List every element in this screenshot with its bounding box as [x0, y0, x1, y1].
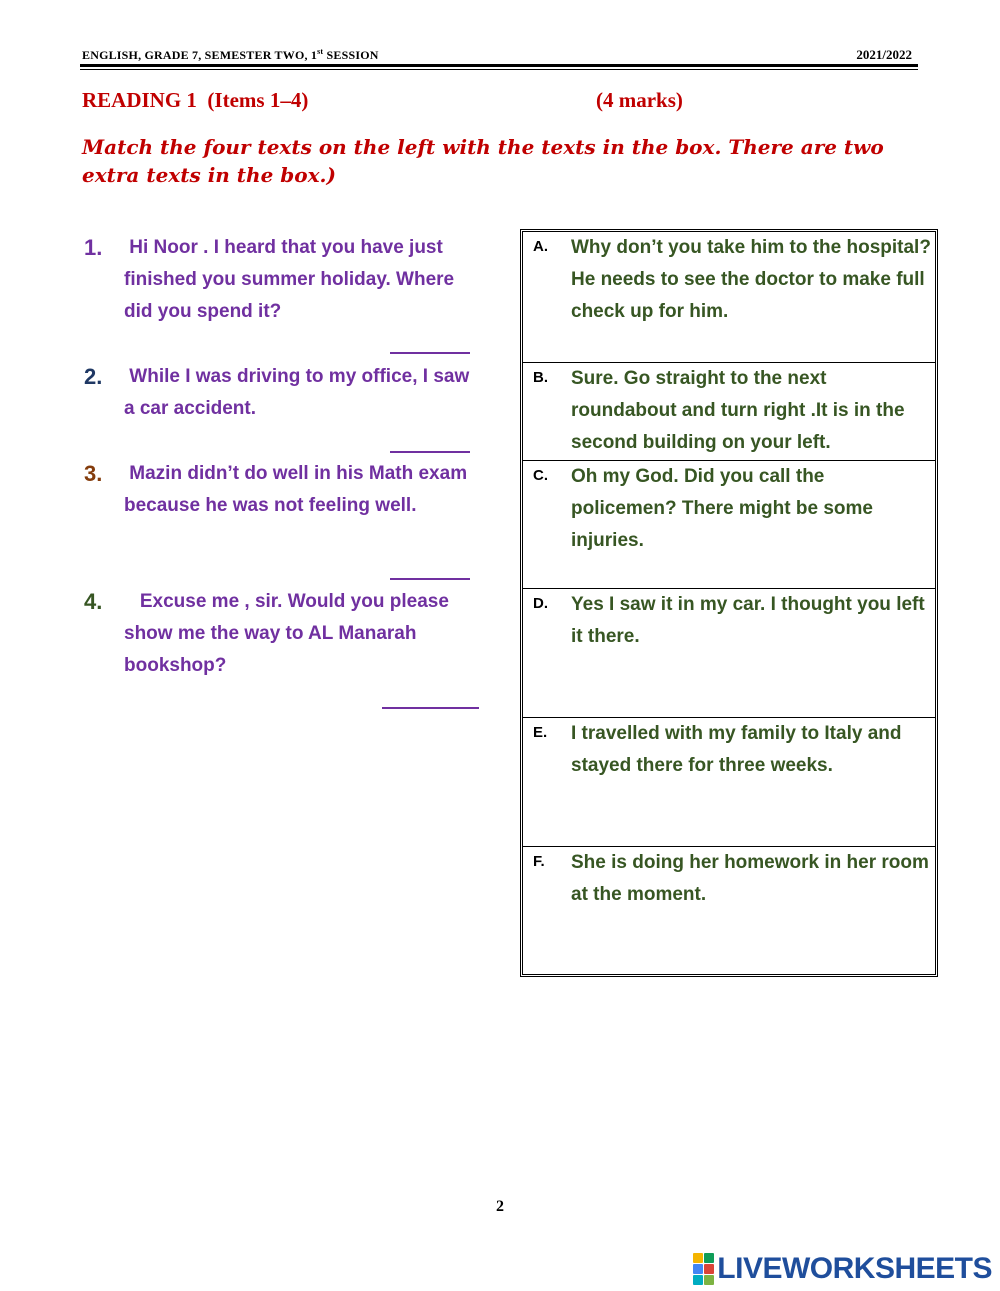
item-text-3: Mazin didn’t do well in his Math exam because he was not feeling well.: [124, 463, 473, 516]
option-letter: B.: [533, 369, 548, 386]
exam-header: ENGLISH, GRADE 7, SEMESTER TWO, 1st SESSION: [82, 47, 379, 62]
option-f: [523, 846, 935, 974]
option-text: I travelled with my family to Italy and stayed there for three weeks.: [571, 723, 902, 776]
header-rule-thin: [80, 69, 918, 70]
option-d: [523, 588, 935, 717]
option-text: She is doing her homework in her room at the moment.: [571, 852, 929, 905]
option-text: Yes I saw it in my car. I thought you left it there.: [571, 594, 925, 647]
item-text-4: Excuse me , sir. Would you please show me the way to AL Manarah bookshop?: [124, 591, 455, 676]
academic-year: 2021/2022: [856, 47, 912, 62]
option-letter: C.: [533, 467, 548, 484]
answer-blank-4[interactable]: [382, 707, 479, 709]
liveworksheets-logo: [693, 1252, 992, 1286]
option-text: Why don’t you take him to the hospital? He needs to see the doctor to make full check up for him.: [571, 237, 931, 322]
page-number: 2: [496, 1198, 504, 1215]
option-text: Sure. Go straight to the next roundabout and turn right .It is in the second building on your left.: [571, 368, 905, 453]
option-c: [523, 460, 935, 588]
section-marks: (4 marks): [596, 88, 683, 112]
section-title: READING 1 (Items 1–4): [82, 88, 309, 112]
option-b: [523, 362, 935, 460]
item-text-2: While I was driving to my office, I saw a car accident.: [124, 366, 475, 419]
logo-text: LIVEWORKSHEETS: [717, 1252, 992, 1285]
logo-icon: [693, 1253, 714, 1285]
option-letter: F.: [533, 853, 545, 870]
option-letter: D.: [533, 595, 548, 612]
item-number-3: 3.: [84, 461, 103, 486]
options-box: [522, 231, 936, 975]
answer-blank-2[interactable]: [390, 451, 470, 453]
answer-blank-1[interactable]: [390, 352, 470, 354]
answer-blank-3[interactable]: [390, 578, 470, 580]
option-letter: E.: [533, 724, 548, 741]
option-letter: A.: [533, 238, 548, 255]
item-number-2: 2.: [84, 364, 103, 389]
option-text: Oh my God. Did you call the policemen? There might be some injuries.: [571, 466, 873, 551]
item-number-1: 1.: [84, 235, 103, 260]
item-text-1: Hi Noor . I heard that you have just finished you summer holiday. Where did you spend it?: [124, 237, 460, 322]
header-rule-thick: [80, 64, 918, 67]
option-e: [523, 717, 935, 846]
option-a: [523, 232, 935, 362]
instructions: Match the four texts on the left with the texts in the box. There are two extra texts in the box.): [82, 135, 884, 187]
item-number-4: 4.: [84, 589, 103, 614]
